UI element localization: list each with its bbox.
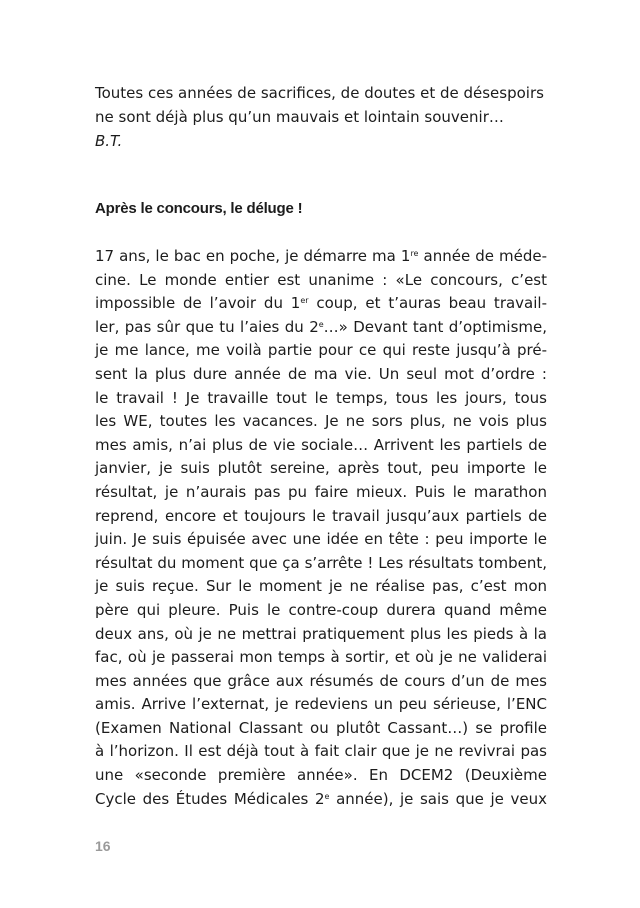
- signature: B.T.: [95, 132, 123, 150]
- body-line: [95, 457, 547, 481]
- body-line: [95, 670, 547, 694]
- body-line-text: année), je sais que je veux: [329, 789, 547, 808]
- body-line: [95, 505, 547, 529]
- body-line-text: les WE, toutes les vacances. Je ne sors plus, ne vois plus: [95, 412, 547, 431]
- ordinal-superscript: er: [300, 296, 309, 306]
- body-line-text: amis. Arrive l’externat, je redeviens un peu sérieuse, l’ENC: [95, 695, 547, 714]
- ordinal-superscript: e: [324, 791, 330, 801]
- body-line-text: (Examen National Classant ou plutôt Cassant…) se profile: [95, 718, 547, 737]
- body-line: [95, 269, 547, 293]
- body-line-text: année de méde-: [418, 247, 547, 265]
- body-paragraph: [95, 245, 547, 811]
- intro-line-1: Toutes ces années de sacrifices, de doutes et de désespoirs: [95, 84, 544, 102]
- body-line: [95, 764, 547, 788]
- body-line: [95, 387, 547, 411]
- page-content: [95, 81, 547, 811]
- body-line-text: résultat, je n’aurais pas pu faire mieux. Puis le marathon: [95, 482, 547, 501]
- body-line: [95, 434, 547, 458]
- body-line-text: résultat du moment que ça s’arrête ! Les résultats tombent,: [95, 553, 547, 572]
- body-line-text: à l’horizon. Il est déjà tout à fait clair que je ne revivrai pas: [95, 742, 547, 761]
- body-line-text: cine. Le monde entier est unanime : «Le concours, c’est: [95, 270, 547, 289]
- body-line-text: mes années que grâce aux résumés de cours d’un de mes: [95, 671, 547, 690]
- body-line: [95, 481, 547, 505]
- ordinal-superscript: e: [318, 319, 324, 329]
- body-line: [95, 363, 547, 387]
- body-line-text: fac, où je passerai mon temps à sortir, et où je ne validerai: [95, 648, 547, 667]
- body-line-text: mes amis, n’ai plus de vie sociale… Arrivent les partiels de: [95, 435, 547, 454]
- body-line: [95, 646, 547, 670]
- body-line: [95, 528, 547, 552]
- intro-line-2: ne sont déjà plus qu’un mauvais et lointain souvenir…: [95, 108, 504, 126]
- body-line-text: janvier, je suis plutôt sereine, après tout, peu importe le: [95, 459, 547, 478]
- body-line: [95, 740, 547, 764]
- page-number: 16: [95, 838, 111, 854]
- body-line: [95, 717, 547, 741]
- ordinal-superscript: re: [410, 249, 419, 258]
- intro-quote: [95, 81, 547, 153]
- body-line-text: deux ans, où je ne mettrai pratiquement plus les pieds à la: [95, 624, 547, 643]
- body-line: [95, 599, 547, 623]
- body-line: [95, 292, 547, 316]
- body-line: [95, 575, 547, 599]
- section-heading: Après le concours, le déluge !: [95, 200, 303, 217]
- body-line-text: sent la plus dure année de ma vie. Un seul mot d’ordre :: [95, 364, 547, 383]
- body-line-text: père qui pleure. Puis le contre-coup durera quand même: [95, 600, 547, 619]
- body-line-text: le travail ! Je travaille tout le temps, tous les jours, tous: [95, 388, 547, 407]
- body-line-text: juin. Je suis épuisée avec une idée en tête : peu importe le: [95, 530, 547, 549]
- body-line: [95, 693, 547, 717]
- body-line: [95, 788, 547, 812]
- body-line: [95, 339, 547, 363]
- body-line: [95, 410, 547, 434]
- body-line: [95, 245, 547, 269]
- body-line-text: ler, pas sûr que tu l’aies du 2: [95, 317, 319, 336]
- body-line: [95, 623, 547, 647]
- body-line: [95, 552, 547, 576]
- body-line-text: coup, et t’auras beau travail-: [308, 294, 547, 313]
- body-line: [95, 316, 547, 340]
- body-line-text: …» Devant tant d’optimisme,: [323, 317, 548, 336]
- body-line-text: Cycle des Études Médicales 2: [95, 789, 325, 808]
- body-line-text: je suis reçue. Sur le moment je ne réalise pas, c’est mon: [95, 577, 547, 596]
- body-line-text: je me lance, me voilà partie pour ce qui reste jusqu’à pré-: [95, 341, 547, 360]
- body-line-text: une «seconde première année». En DCEM2 (Deuxième: [95, 766, 547, 785]
- body-line-text: reprend, encore et toujours le travail jusqu’aux partiels de: [95, 506, 547, 525]
- body-line-text: impossible de l’avoir du 1: [95, 294, 301, 313]
- body-line-text: 17 ans, le bac en poche, je démarre ma 1: [95, 247, 411, 265]
